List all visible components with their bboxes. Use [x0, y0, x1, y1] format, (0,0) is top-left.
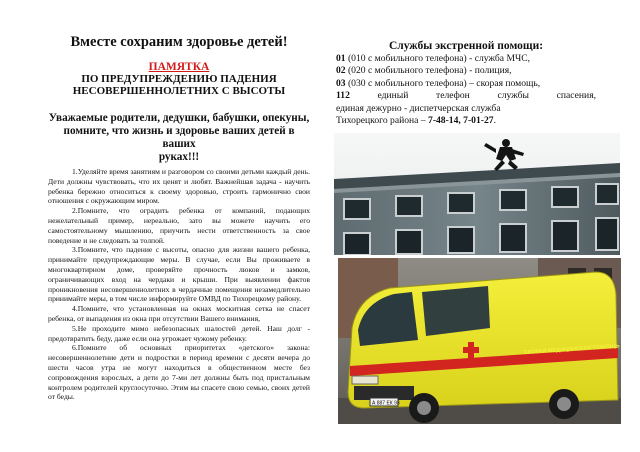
license-plate: А 887 ЕК 93	[372, 400, 400, 407]
line-end: .	[493, 115, 496, 127]
service-desc: единый телефон службы спасения,	[349, 90, 596, 102]
appeal-line-1: Уважаемые родители, дедушки, бабушки, опекуны,	[48, 112, 310, 124]
service-line-mchs	[336, 53, 596, 65]
service-line-ambulance	[336, 78, 596, 90]
main-title: Вместе сохраним здоровье детей!	[70, 34, 288, 50]
service-number: 02	[336, 65, 346, 77]
service-number: 112	[336, 90, 350, 102]
service-number: 03	[336, 77, 346, 89]
ambulance-photo	[338, 258, 621, 424]
service-desc: (010 с мобильного телефона) - служба МЧС,	[345, 53, 531, 64]
building-photo	[334, 133, 620, 255]
service-line-police	[336, 65, 596, 77]
memo-body	[48, 167, 310, 402]
service-line-district	[336, 115, 596, 127]
service-line-rescue	[336, 90, 596, 102]
service-desc: (030 с мобильного телефона) – скорая помощь,	[345, 77, 541, 89]
memo-point-6: 6.Помните об основных приоритетах «детского» закона: несовершеннолетние дети и подростки в период времени с десяти вечера до шести часов утра не могут находиться в общественном месте без сопровождения взрослых, а дети до 7-ми лет должны быть под пристальным контролем родителей круглосуточно. Этим вы спасете свою семью, своих детей от беды.	[48, 343, 310, 402]
ambulance-side-text: СКОРАЯ МЕДИЦИНСКАЯ ПОМОЩЬ	[523, 343, 620, 356]
district-phones: 7-48-14, 7-01-27	[428, 115, 494, 127]
memo-point-2: 2.Помните, что оградить ребенка от компаний, подающих нежелательный пример, нереально, зато вы можете научить его самостоятельному мышлению, приучить нести ответственность за свое поведение и не следовать за толпой.	[48, 206, 310, 245]
building-illustration	[334, 133, 620, 255]
appeal-line-2: помните, что жизнь и здоровье ваших детей в ваших	[63, 125, 295, 150]
appeal-line-3: руках!!!	[158, 151, 200, 163]
service-line-dispatch: единая дежурно - диспетчерская служба	[336, 102, 501, 114]
service-desc: (020 с мобильного телефона) - полиция,	[345, 65, 512, 77]
emergency-services	[336, 40, 596, 127]
memo-point-3: 3.Помните, что падение с высоты, опасно для жизни вашего ребенка, принимайте предупреждающие меры. В случае, если Вы проживаете в многоквартирном доме, проверяйте прочность люков и замков, ограничивающих вход на чердаки и крыши. При выявлении фактов проникновения несовершеннолетних в чердачные помещения незамедлительно принимайте меры, в том числе информируйте ОМВД по Тихорецкому району.	[48, 245, 310, 304]
memo-heading: ПАМЯТКА	[148, 61, 210, 73]
memo-subtitle-2: НЕСОВЕРШЕННОЛЕТНИХ С ВЫСОТЫ	[72, 85, 286, 97]
memo-subtitle-1: ПО ПРЕДУПРЕЖДЕНИЮ ПАДЕНИЯ	[81, 73, 277, 85]
appeal-text	[48, 112, 310, 164]
services-title: Службы экстренной помощи:	[388, 40, 544, 52]
memo-point-5: 5.Не проходите мимо небезопасных шалостей детей. Наш долг - предотвратить беду, даже если она угрожает чужому ребенку.	[48, 323, 310, 343]
memo-point-4: 4.Помните, что установленная на окнах москитная сетка не спасет ребенка, от выпадения из окна при отсутствии Вашего внимания,	[48, 304, 310, 323]
service-number: 01	[336, 53, 346, 64]
memo-column	[48, 28, 310, 402]
ambulance-illustration	[338, 258, 621, 424]
memo-point-1: 1.Уделяйте время занятиям и разговором со своими детьми каждый день. Дети должны чувствовать, что их ценят и любят. Важнейшая задача - научить ребенка бережно относиться к своему здоровью, строить гармонично свои отношения с окружающим миром.	[48, 167, 310, 206]
service-desc: Тихорецкого района –	[336, 115, 429, 127]
